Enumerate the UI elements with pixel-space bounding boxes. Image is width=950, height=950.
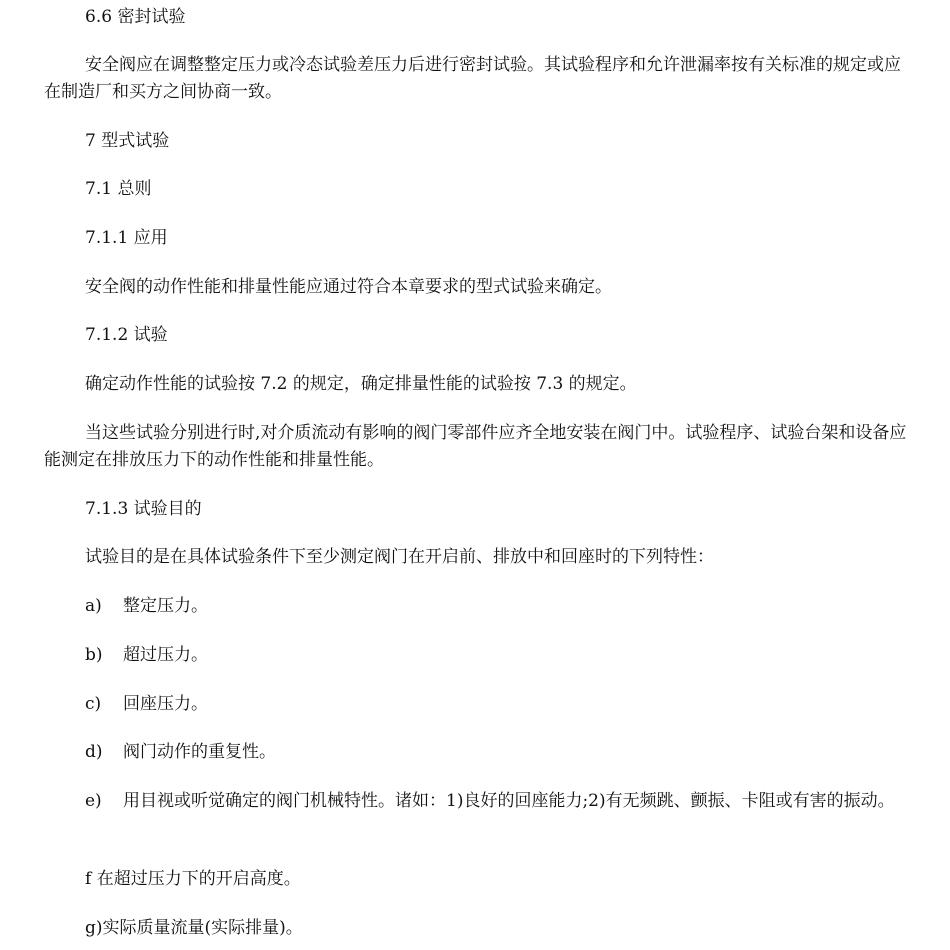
list-marker: d): [85, 742, 103, 762]
section-heading-6-6: 6.6 密封试验: [85, 7, 186, 27]
list-item-text: 整定压力。: [123, 596, 208, 616]
list-item: [44, 642, 910, 669]
paragraph-application: 安全阀的动作性能和排量性能应通过符合本章要求的型式试验来确定。: [85, 277, 612, 297]
paragraph-test-purpose: 试验目的是在具体试验条件下至少测定阀门在开启前、排放中和回座时的下列特性：: [85, 547, 714, 567]
list-item: [44, 593, 910, 620]
list-item-text: 回座压力。: [123, 694, 208, 714]
paragraph-separate-tests: 当这些试验分别进行时,对介质流动有影响的阀门零部件应齐全地安装在阀门中。试验程序、试验台架和设备应能测定在排放压力下的动作性能和排量性能。: [44, 423, 907, 470]
section-heading-7-1-3: 7.1.3 试验目的: [85, 499, 202, 519]
list-item-text: 超过压力。: [123, 645, 208, 665]
paragraph-sealing-test: 安全阀应在调整整定压力或冷态试验差压力后进行密封试验。其试验程序和允许泄漏率按有关标准的规定或应在制造厂和买方之间协商一致。: [44, 55, 901, 102]
section-heading-7-1-2: 7.1.2 试验: [85, 325, 168, 345]
paragraph-lift: f 在超过压力下的开启高度。: [85, 869, 301, 889]
list-marker: e): [85, 791, 102, 811]
list-item: [44, 788, 910, 815]
list-item: [44, 691, 910, 718]
list-marker: a): [85, 596, 102, 616]
list-item-text: 阀门动作的重复性。: [123, 742, 276, 762]
section-heading-7: 7 型式试验: [85, 131, 170, 151]
section-heading-7-1-1: 7.1.1 应用: [85, 228, 168, 248]
list-item: [44, 739, 910, 766]
paragraph-flow-rate: g)实际质量流量(实际排量)。: [85, 918, 303, 938]
list-marker: c): [85, 694, 102, 714]
list-item-text: 用目视或听觉确定的阀门机械特性。诸如：1)良好的回座能力;2)有无频跳、颤振、卡阻或有害的振动。: [123, 791, 895, 811]
section-heading-7-1: 7.1 总则: [85, 179, 152, 199]
list-marker: b): [85, 645, 103, 665]
paragraph-test-reference: 确定动作性能的试验按 7.2 的规定，确定排量性能的试验按 7.3 的规定。: [85, 374, 637, 394]
